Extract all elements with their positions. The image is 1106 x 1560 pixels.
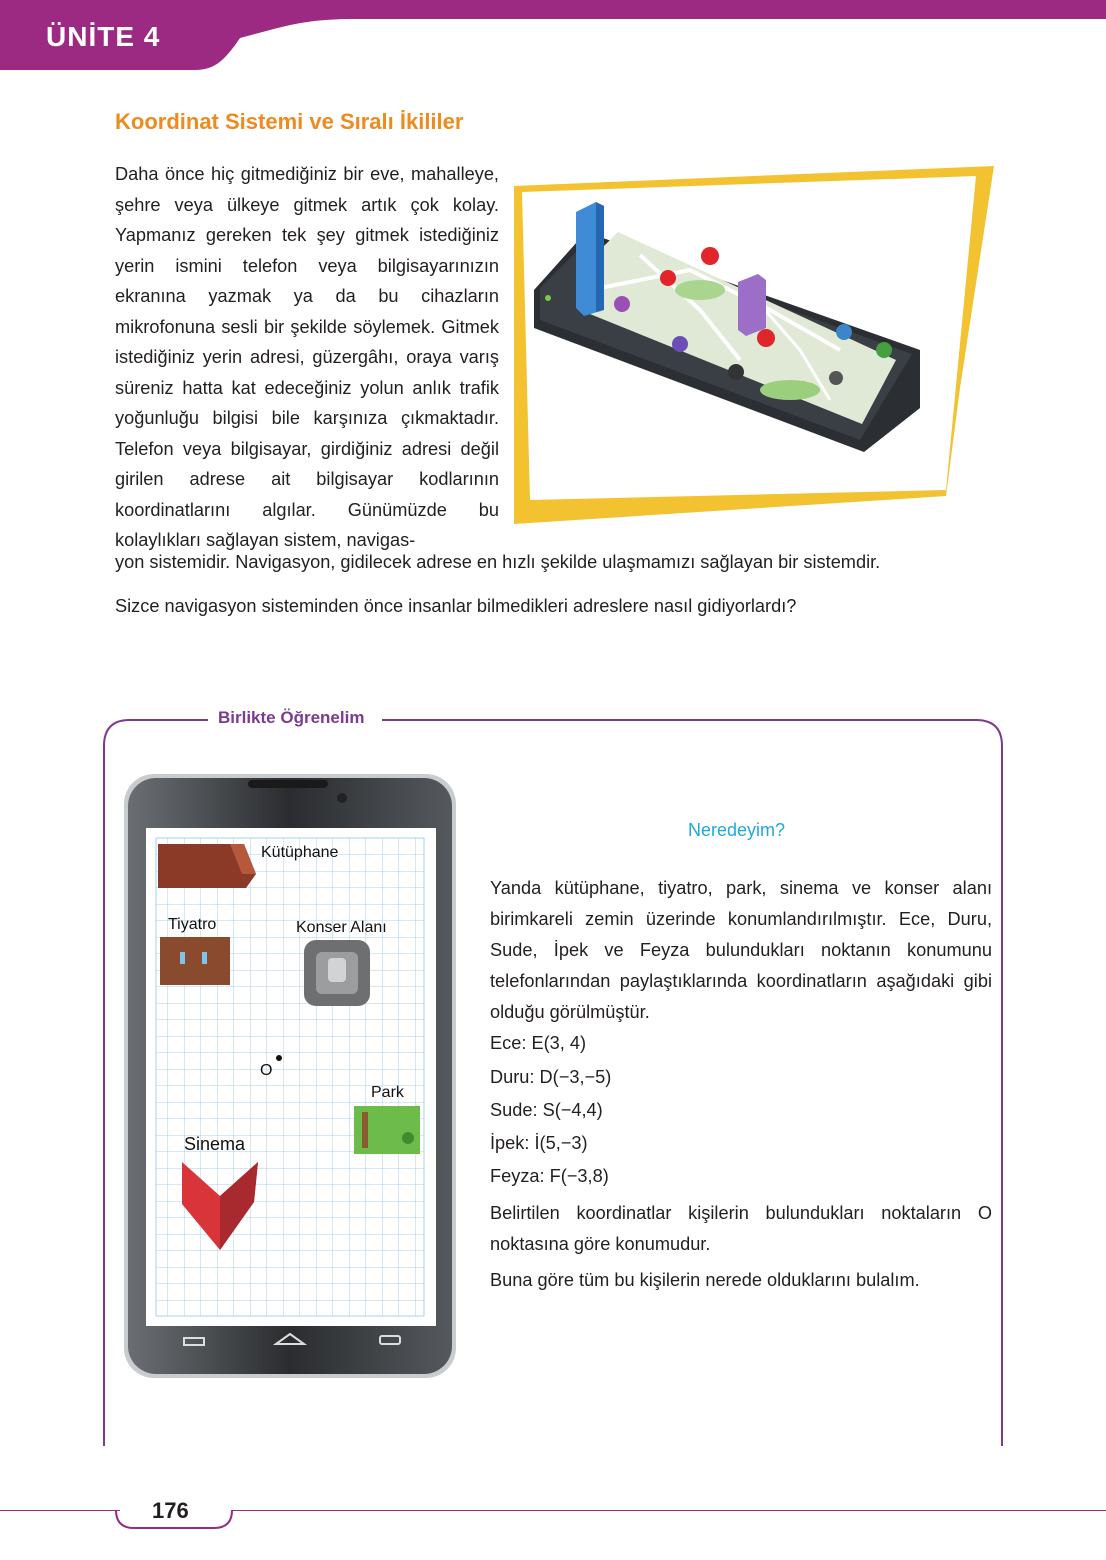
box-note: Belirtilen koordinatlar kişilerin bulundukları noktaların O noktasına göre konumudur. <box>490 1203 992 1254</box>
coordinate-duru: Duru: D(−3,−5) <box>490 1067 612 1087</box>
cinema-label: Sinema <box>184 1134 246 1154</box>
library-label: Kütüphane <box>261 844 339 861</box>
intro-question: Sizce navigasyon sisteminden önce insanlar bilmedikleri adreslere nasıl gidiyorlardı? <box>115 596 797 616</box>
coordinate-ipek: İpek: İ(5,−3) <box>490 1133 588 1153</box>
intro-paragraph: Daha önce hiç gitmediğiniz bir eve, mahalleye, şehre veya ülkeye gitmek artık çok kolay. Yapmanız gereken tek şey gitmek istediğiniz yerin ismini telefon veya bilgisayarınızın ekranına yazmak ya da bu cihazların mikrofonuna sesli bir şekilde söylemek. Gitmek istediğiniz yerin adresi, güzergâhı, oraya varış süreniz hatta kat edeceğiniz yolun anlık trafik yoğunluğu bilgisi bile karşınıza çıkmaktadır. Telefon veya bilgisayar, girdiğiniz adresi değil girilen adrese ait bilgisayar kodlarının koordinatlarını algılar. Günümüzde bu kolaylıkları sağlayan sistem, navigas- <box>115 164 499 550</box>
section-title: Koordinat Sistemi ve Sıralı İkililer <box>115 109 464 134</box>
origin-label: O <box>260 1062 273 1079</box>
page-number: 176 <box>152 1498 189 1523</box>
concert-label: Konser Alanı <box>296 919 387 936</box>
coordinate-ece: Ece: E(3, 4) <box>490 1033 587 1053</box>
park-label: Park <box>371 1084 404 1101</box>
coordinate-sude: Sude: S(−4,4) <box>490 1100 603 1120</box>
box-heading: Neredeyim? <box>688 820 786 840</box>
unit-label: ÜNİTE 4 <box>46 21 161 52</box>
intro-paragraph-tail: yon sistemidir. Navigasyon, gidilecek adrese en hızlı şekilde ulaşmamızı sağlayan bir sistemdir. <box>115 552 881 572</box>
box-description: Yanda kütüphane, tiyatro, park, sinema ve konser alanı birimkareli zemin üzerinde konumlandırılmıştır. Ece, Duru, Sude, İpek ve Feyza bulundukları noktanın konumunu telefonlarından paylaştıklarında koordinatların aşağıdaki gibi olduğu görülmüştür. <box>490 878 992 1022</box>
box-title: Birlikte Öğrenelim <box>218 708 365 727</box>
box-task: Buna göre tüm bu kişilerin nerede olduklarını bulalım. <box>490 1270 920 1290</box>
phone-map <box>118 772 463 1382</box>
theater-label: Tiyatro <box>168 916 217 933</box>
coordinate-feyza: Feyza: F(−3,8) <box>490 1166 609 1186</box>
